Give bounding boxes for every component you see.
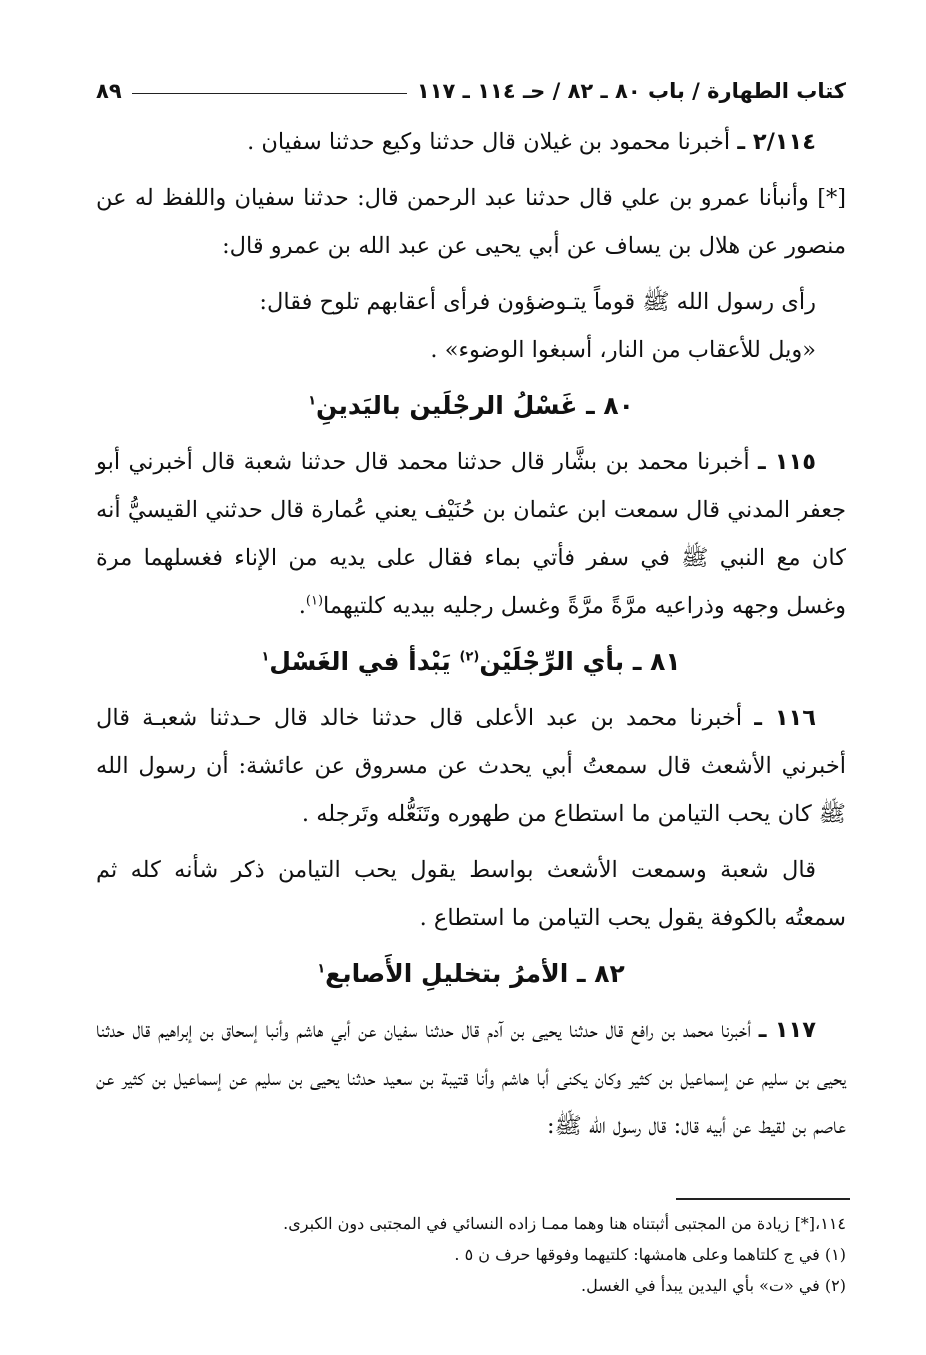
paragraph-saw: رأى رسول الله ﷺ قوماً يتـوضؤون فرأى أعقابهم تلوح فقال:	[259, 289, 816, 315]
hadith-end: .	[298, 593, 306, 619]
footnote-2: (٢) في «ت» بأي اليدين يبدأ في الغسل.	[581, 1276, 846, 1295]
hadith-117	[96, 1006, 846, 1150]
paragraph-shuba: قال شعبة وسمعت الأشعث بواسط يقول يحب التيامن ذكر شأنه كله ثم سمعتُه بالكوفة يقول يحب التيامن ما استطاع .	[96, 857, 846, 931]
hadith-114	[96, 118, 846, 166]
paragraph-woe: «ويل للأعقاب من النار، أسبغوا الوضوء» .	[430, 337, 816, 363]
chapter-mark: ١	[308, 393, 317, 409]
hadith-text: أخبرنا محمد بن بشَّار قال حدثنا محمد قال حدثنا شعبة قال أخبرني أبو جعفر المدني قال سمعت ابن عثمان بن حُنَيْف يعني عُمارة قال حدثني القيسيُّ أنه كان مع النبي ﷺ في سفر فأتي بماء فقال على يديه من الإناء فغسلهما مرة وغسل وجهه وذراعيه مرَّةً مرَّةً وغسل رجليه بيديه كلتيهما	[96, 449, 846, 619]
footnote-ref-1: (١)	[305, 593, 324, 609]
chapter-title: ٨٢ ـ الأمرُ بتخليلِ الأَصابع	[325, 959, 625, 988]
chapter-heading-81	[96, 630, 846, 694]
main-text	[96, 118, 846, 1150]
chapter-mark: ١	[261, 649, 270, 665]
footnote-star: ١١٤،[*] زيادة من المجتبى أثبتناه هنا وهما ممـا زاده النسائي في المجتبى دون الكبرى.	[283, 1214, 846, 1233]
header-title: كتاب الطهارة / باب ٨٠ ـ ٨٢ / حـ ١١٤ ـ ١١٧	[416, 79, 846, 103]
page-number: ٨٩	[96, 79, 122, 103]
hadith-number: ١١٦ ـ	[754, 705, 817, 731]
hadith-115	[96, 438, 846, 630]
chapter-title: ٨٠ ـ غَسْلُ الرجْلَين باليَدينِ	[316, 391, 634, 420]
hadith-text: أخبرنا محمد بن رافع قال حدثنا يحيى بن آدم قال حدثنا سفيان عن أبي هاشم وأنبا إسحاق بن إبراهيم قال حدثنا يحيى بن سليم عن إسماعيل بن كثير وكان يكنى أبا هاشم وأنا قتيبة بن سعيد حدثنا يحيى بن سليم عن إسماعيل بن كثير عن عاصم بن لقيط عن أبيه قال: قال رسول الله ﷺ:	[96, 1017, 846, 1139]
footnote-1: (١) في ج كلتاهما وعلى هامشها: كلتيهما وفوقها حرف ن ٥ .	[454, 1245, 846, 1264]
hadith-text: أخبرنا محمود بن غيلان قال حدثنا وكيع حدثنا سفيان .	[247, 129, 731, 155]
footnote-divider	[676, 1198, 850, 1200]
running-header	[96, 74, 846, 108]
paragraph-star: [*] وأنبأنا عمرو بن علي قال حدثنا عبد الرحمن قال: حدثنا سفيان واللفظ له عن منصور عن هلال بن يساف عن أبي يحيى عن عبد الله بن عمرو قال:	[96, 185, 846, 259]
chapter-mark: ١	[317, 961, 326, 977]
chapter-title-a: ٨١ ـ بأي الرِّجْلَيْن	[479, 647, 681, 676]
footnote-ref-2: (٢)	[459, 649, 480, 665]
hadith-text: أخبرنا محمد بن عبد الأعلى قال حدثنا خالد قال حـدثنا شعبـة قال أخبرني الأشعث قال سمعتُ أبي يحدث عن مسروق عن عائشة: أن رسول الله ﷺ كان يحب التيامن ما استطاع من طهوره وتَنَعُّله وتَرجله .	[96, 705, 846, 827]
hadith-116	[96, 694, 846, 838]
chapter-title-b: يَبْدأ في الغَسْل	[269, 647, 451, 676]
footnotes	[96, 1208, 846, 1301]
hadith-number: ١١٥ ـ	[758, 449, 816, 475]
chapter-heading-80	[96, 374, 846, 438]
hadith-number: ٢/١١٤ ـ	[737, 129, 816, 155]
chapter-heading-82	[96, 942, 846, 1006]
header-rule	[132, 93, 407, 94]
hadith-number: ١١٧ ـ	[758, 1017, 816, 1043]
